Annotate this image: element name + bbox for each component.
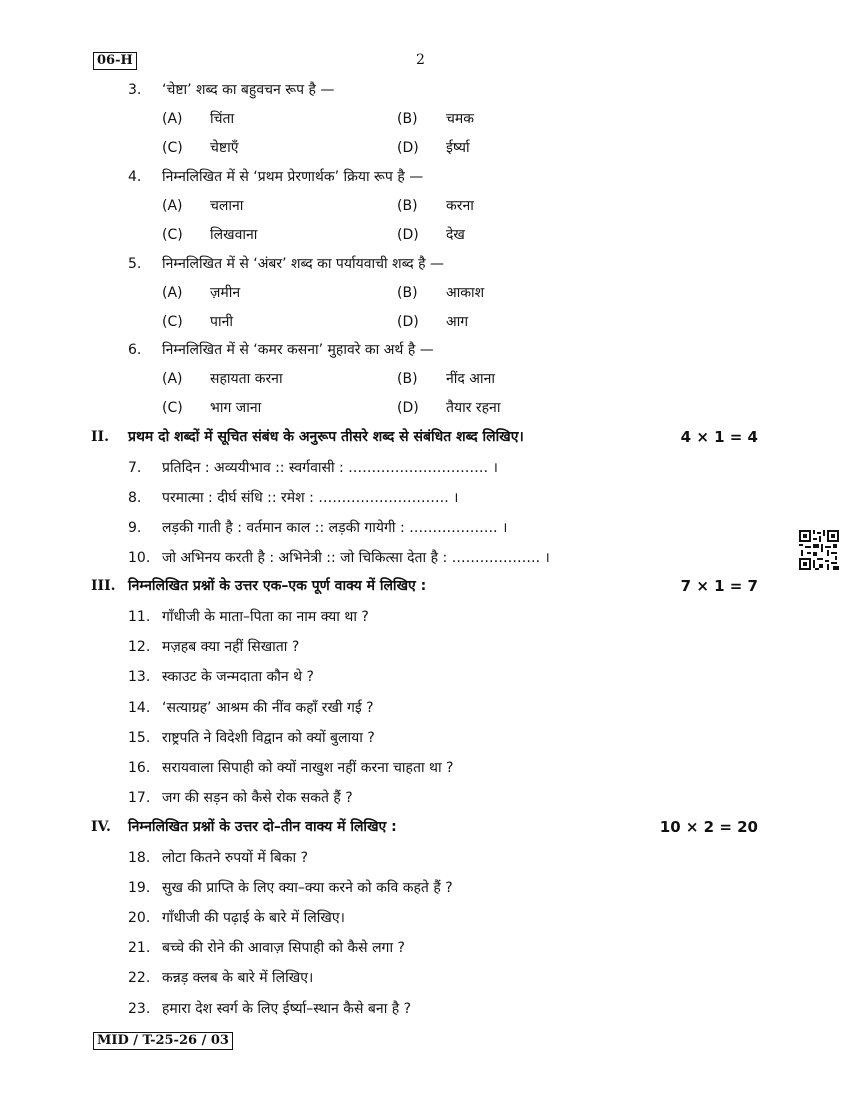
- option-label: (D): [397, 400, 419, 416]
- section-title: प्रथम दो शब्दों में सूचित संबंध के अनुरूप तीसरे शब्द से संबंधित शब्द लिखिए।: [128, 429, 524, 445]
- option-text: ईर्ष्या: [446, 140, 470, 156]
- option-text: चमक: [446, 111, 475, 127]
- question-number: 12.: [128, 639, 151, 655]
- question-text: परमात्मा : दीर्घ संधि :: रमेश : ………………………. ।: [162, 490, 459, 506]
- question-text: सुख की प्राप्ति के लिए क्या–क्या करने को कवि कहते हैं ?: [162, 880, 453, 896]
- option-label: (B): [397, 285, 418, 301]
- question-text: गाँधीजी की पढ़ाई के बारे में लिखिए।: [162, 910, 345, 926]
- question-number: 19.: [128, 880, 151, 896]
- option-label: (B): [397, 198, 418, 214]
- question-number: 10.: [128, 550, 151, 566]
- question-text: ‘चेष्टा’ शब्द का बहुवचन रूप है —: [162, 82, 335, 98]
- question-number: 9.: [128, 520, 142, 536]
- question-number: 22.: [128, 970, 151, 986]
- question-number: 6.: [128, 342, 142, 358]
- option-text: चिंता: [210, 111, 235, 127]
- question-text: निम्नलिखित में से ‘प्रथम प्रेरणार्थक’ क्रिया रूप है —: [162, 169, 424, 185]
- section-number: II.: [91, 429, 109, 445]
- question-text: गाँधीजी के माता–पिता का नाम क्या था ?: [162, 609, 369, 625]
- question-number: 17.: [128, 790, 151, 806]
- question-number: 8.: [128, 490, 142, 506]
- question-text: निम्नलिखित में से ‘अंबर’ शब्द का पर्यायवाची शब्द है —: [162, 256, 445, 272]
- section-marks: 10 × 2 = 20: [659, 818, 758, 836]
- section-number: III.: [91, 578, 116, 594]
- option-text: करना: [446, 198, 474, 214]
- question-text: जो अभिनय करती है : अभिनेत्री :: जो चिकित्सा देता है : ………………. ।: [162, 550, 550, 566]
- section-title: निम्नलिखित प्रश्नों के उत्तर एक–एक पूर्ण वाक्य में लिखिए :: [128, 578, 427, 594]
- option-label: (A): [162, 198, 183, 214]
- option-text: सहायता करना: [210, 371, 283, 387]
- section-marks: 7 × 1 = 7: [680, 577, 758, 595]
- paper-code: 06-H: [93, 52, 137, 70]
- section-marks: 4 × 1 = 4: [680, 428, 758, 446]
- option-label: (C): [162, 314, 183, 330]
- question-number: 23.: [128, 1001, 151, 1017]
- question-text: स्काउट के जन्मदाता कौन थे ?: [162, 669, 314, 685]
- option-label: (B): [397, 371, 418, 387]
- question-text: राष्ट्रपति ने विदेशी विद्वान को क्यों बुलाया ?: [162, 730, 375, 746]
- option-label: (D): [397, 227, 419, 243]
- option-text: तैयार रहना: [446, 400, 501, 416]
- question-number: 4.: [128, 169, 142, 185]
- option-label: (B): [397, 111, 418, 127]
- option-text: आग: [446, 314, 469, 330]
- question-text: जग की सड़न को कैसे रोक सकते हैं ?: [162, 790, 353, 806]
- question-text: लोटा कितने रुपयों में बिका ?: [162, 850, 309, 866]
- option-text: भाग जाना: [210, 400, 262, 416]
- option-label: (D): [397, 140, 419, 156]
- option-label: (C): [162, 400, 183, 416]
- question-text: निम्नलिखित में से ‘कमर कसना’ मुहावरे का अर्थ है —: [162, 342, 434, 358]
- question-number: 11.: [128, 609, 151, 625]
- question-number: 3.: [128, 82, 142, 98]
- question-text: हमारा देश स्वर्ग के लिए ईर्ष्या–स्थान कैसे बना है ?: [162, 1001, 412, 1017]
- question-number: 5.: [128, 256, 142, 272]
- section-title: निम्नलिखित प्रश्नों के उत्तर दो–तीन वाक्य में लिखिए :: [128, 819, 397, 835]
- question-text: सरायवाला सिपाही को क्यों नाखुश नहीं करना चाहता था ?: [162, 760, 454, 776]
- footer-code: MID / T-25-26 / 03: [93, 1032, 233, 1050]
- question-number: 13.: [128, 669, 151, 685]
- option-text: चेष्टाएँ: [210, 140, 239, 156]
- section-number: IV.: [91, 819, 111, 835]
- option-text: ज़मीन: [210, 285, 241, 301]
- question-text: लड़की गाती है : वर्तमान काल :: लड़की गायेगी : ………………. ।: [162, 520, 508, 536]
- question-text: कन्नड़ क्लब के बारे में लिखिए।: [162, 970, 314, 986]
- question-number: 18.: [128, 850, 151, 866]
- option-text: चलाना: [210, 198, 244, 214]
- question-number: 15.: [128, 730, 151, 746]
- question-number: 21.: [128, 940, 151, 956]
- option-label: (C): [162, 227, 183, 243]
- option-label: (C): [162, 140, 183, 156]
- option-text: नींद आना: [446, 371, 495, 387]
- question-number: 7.: [128, 460, 142, 476]
- question-text: प्रतिदिन : अव्ययीभाव :: स्वर्गवासी : ………………………… ।: [162, 460, 498, 476]
- option-label: (A): [162, 285, 183, 301]
- qr-code-icon: [799, 530, 839, 570]
- question-number: 16.: [128, 760, 151, 776]
- option-text: पानी: [210, 314, 233, 330]
- question-text: मज़हब क्या नहीं सिखाता ?: [162, 639, 300, 655]
- question-number: 20.: [128, 910, 151, 926]
- option-label: (D): [397, 314, 419, 330]
- question-text: ‘सत्याग्रह’ आश्रम की नींव कहाँ रखी गई ?: [162, 700, 374, 716]
- option-label: (A): [162, 111, 183, 127]
- option-text: आकाश: [446, 285, 485, 301]
- page-number: 2: [416, 52, 425, 68]
- option-text: देख: [446, 227, 465, 243]
- question-text: बच्चे की रोने की आवाज़ सिपाही को कैसे लगा ?: [162, 940, 405, 956]
- option-text: लिखवाना: [210, 227, 258, 243]
- option-label: (A): [162, 371, 183, 387]
- question-number: 14.: [128, 700, 151, 716]
